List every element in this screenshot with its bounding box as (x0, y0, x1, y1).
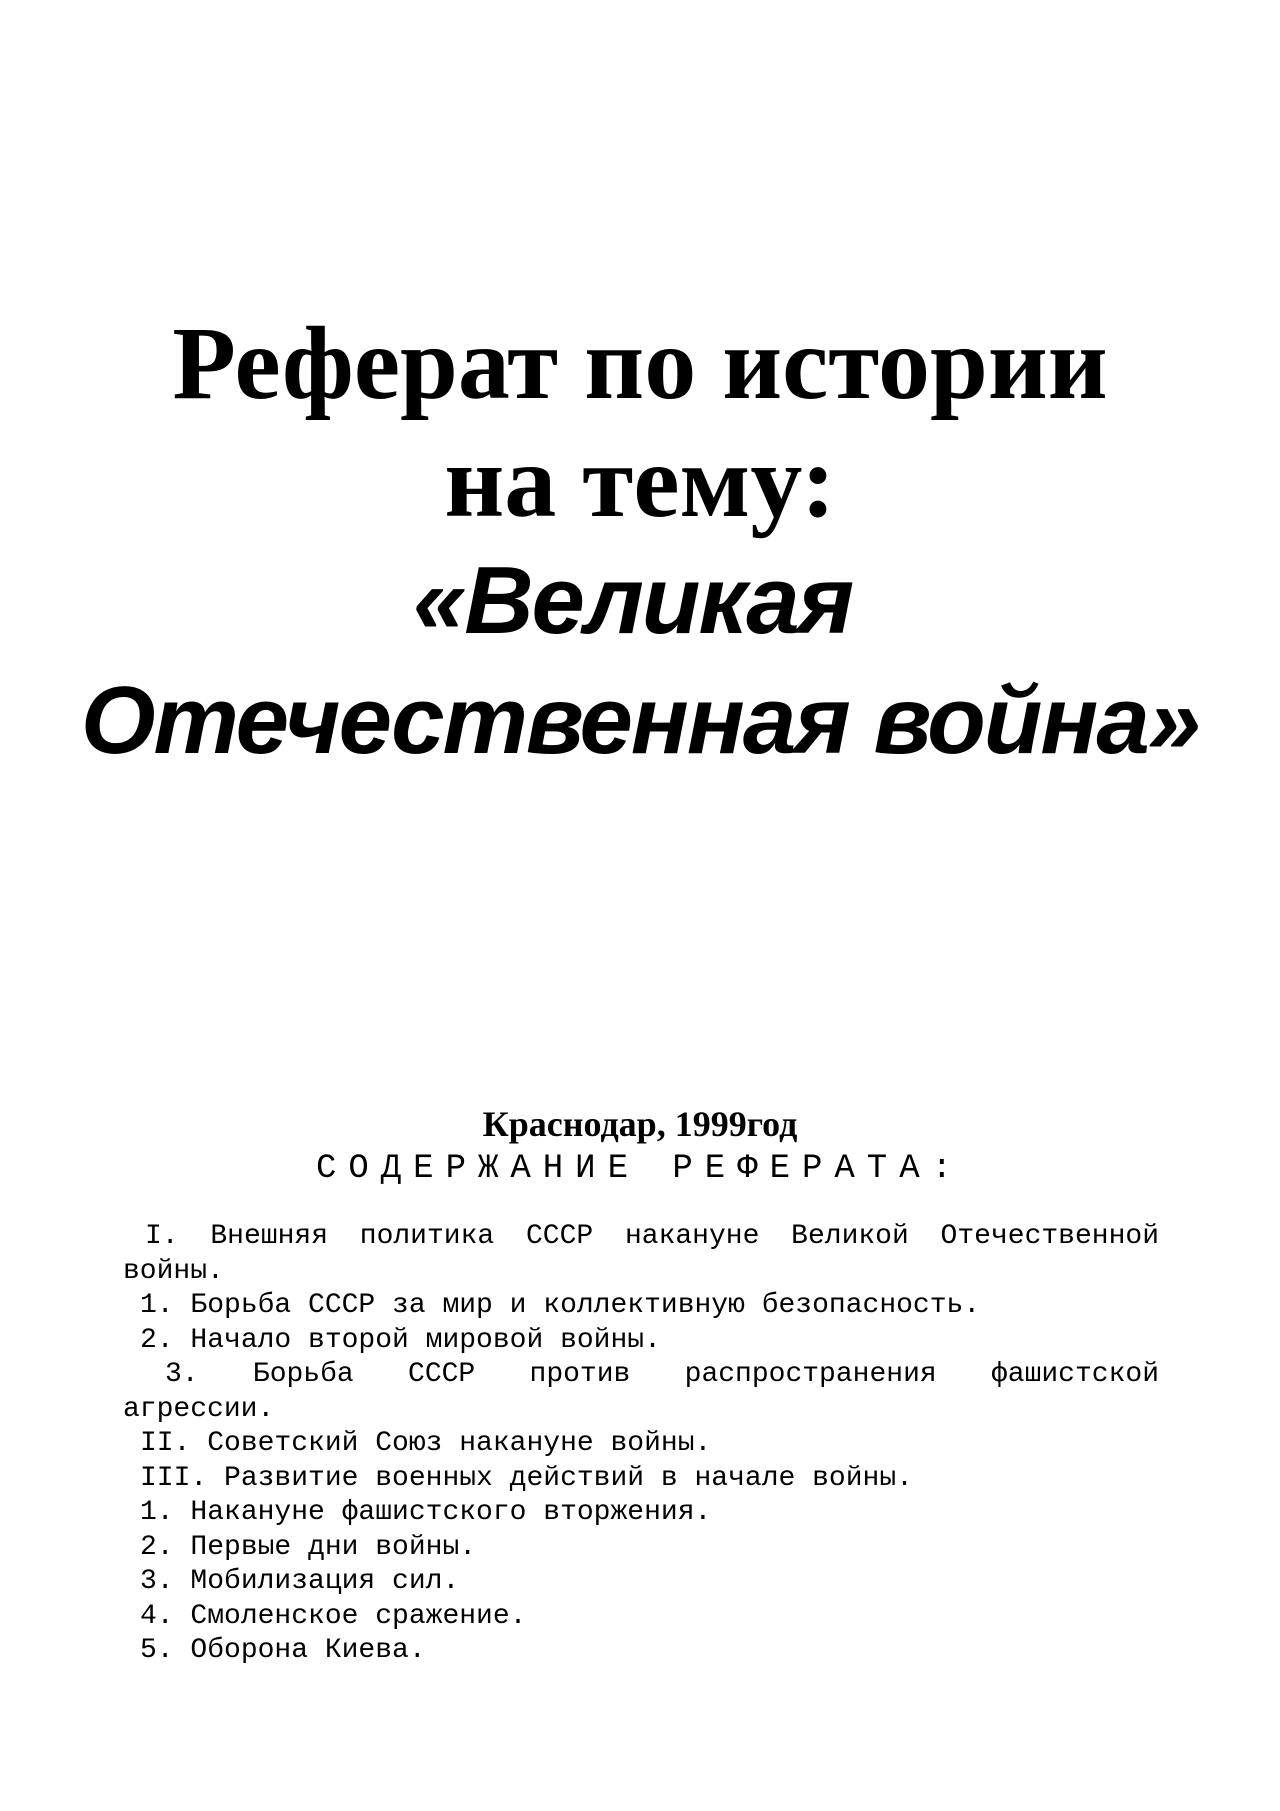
toc-item-3: 2. Начало второй мировой войны. (140, 1324, 661, 1356)
title-line-1: Реферат по истории (172, 306, 1108, 421)
toc-item-10: 4. Смоленское сражение. (140, 1600, 527, 1632)
toc-item-9: 3. Мобилизация сил. (140, 1566, 460, 1597)
toc-item-4: 3. Борьба СССР против распространения фашистской агрессии. (123, 1359, 1159, 1425)
title-block (0, 305, 1280, 781)
toc-item-8: 2. Первые дни войны. (140, 1531, 477, 1563)
toc-item-7: 1. Накануне фашистского вторжения. (140, 1497, 712, 1528)
topic-line-1: «Великая (412, 547, 853, 654)
title-line-2: на тему: (444, 424, 836, 539)
topic-line-2: Отечественная война» (80, 667, 1200, 774)
table-of-contents (123, 1220, 1159, 1669)
toc-item-2: 1. Борьба СССР за мир и коллективную безопасность. (140, 1290, 981, 1321)
toc-item-6: III. Развитие военных действий в начале войны. (140, 1462, 913, 1494)
toc-item-1: I. Внешняя политика СССР накануне Великой Отечественной войны. (123, 1221, 1159, 1287)
toc-item-11: 5. Оборона Киева. (140, 1635, 426, 1666)
city-year: Краснодар, 1999год (482, 1104, 798, 1144)
toc-heading: СОДЕРЖАНИЕ РЕФЕРАТА: (315, 1150, 965, 1188)
toc-item-5: II. Советский Союз накануне войны. (140, 1428, 712, 1459)
